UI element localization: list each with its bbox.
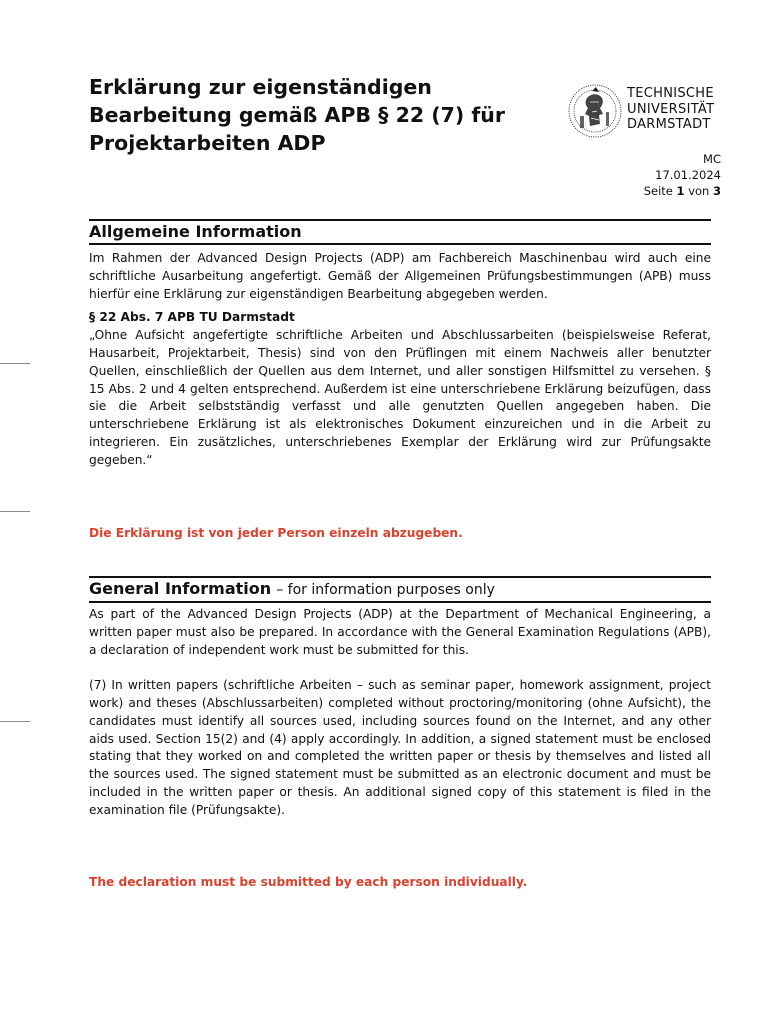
logo-line-2: UNIVERSITÄT <box>627 101 715 117</box>
section-body-en <box>89 606 711 820</box>
page-total: 3 <box>712 184 721 198</box>
section-body-de <box>89 250 711 470</box>
section-heading-de-text: Allgemeine Information <box>89 222 302 241</box>
fold-mark-middle <box>0 511 30 512</box>
fold-mark-bottom <box>0 721 30 722</box>
page-label: Seite <box>643 184 673 198</box>
document-date: 17.01.2024 <box>655 168 721 182</box>
document-title: Erklärung zur eigenständigen Bearbeitung gemäß APB § 22 (7) für Projektarbeiten ADP <box>89 75 505 155</box>
university-logo <box>566 82 728 142</box>
document-meta <box>644 151 721 199</box>
logo-line-3: DARMSTADT <box>627 117 711 132</box>
page-current: 1 <box>676 184 685 198</box>
law-text-en: (7) In written papers (schriftliche Arbeiten – such as seminar paper, homework assignment, project work) and theses (Abschlussarbeiten) completed without proctoring/monitoring (ohne Aufsicht), the candidates must identify all sources used, including sources found on the Internet, and any other aids used. Section 15(2) and (4) apply accordingly. In addition, a signed statement must be enclosed stating that they worked on and completed the written paper or thesis by themselves and listed all the sources used. The signed statement must be submitted as an electronic document and must be included in the written paper or thesis. An additional signed copy of this statement is filed in the examination file (Prüfungsakte). <box>89 678 711 817</box>
university-name <box>627 86 714 133</box>
fold-mark-top <box>0 363 30 364</box>
notice-en: The declaration must be submitted by each person individually. <box>89 875 528 889</box>
section-heading-en-text: General Information <box>89 579 272 598</box>
section-heading-en <box>89 576 711 603</box>
law-heading-de: § 22 Abs. 7 APB TU Darmstadt <box>89 310 295 325</box>
section-heading-de <box>89 219 711 245</box>
athena-seal-icon <box>566 82 624 140</box>
law-text-de: „Ohne Aufsicht angefertigte schriftliche Arbeiten und Abschlussarbeiten (beispielsweise Referat, Hausarbeit, Projektarbeit, Thesis) sind von den Prüflingen mit einem Nachweis aller benutzter Quellen, einschließlich der Quellen aus dem Internet, und aller sonstigen Hilfsmittel zu versehen. § 15 Abs. 2 und 4 gelten entsprechend. Außerdem ist eine unterschriebene Erklärung beizufügen, dass sie die Arbeit selbstständig verfasst und alle genutzten Quellen angegeben haben. Die unterschriebene Erklärung ist als elektronisches Dokument einzureichen und in die Arbeit zu integrieren. Ein zusätzliches, unterschriebenes Exemplar der Erklärung wird zur Prüfungsakte gegeben.“ <box>89 328 711 467</box>
page-sep: von <box>688 184 710 198</box>
page-indicator <box>644 183 721 199</box>
intro-de: Im Rahmen der Advanced Design Projects (ADP) am Fachbereich Maschinenbau wird auch eine schriftliche Ausarbeitung angefertigt. Gemäß der Allgemeinen Prüfungsbestimmungen (APB) muss hierfür eine Erklärung zur eigenständigen Bearbeitung abgegeben werden. <box>89 251 711 301</box>
notice-de: Die Erklärung ist von jeder Person einzeln abzugeben. <box>89 526 463 540</box>
section-heading-en-suffix: – for information purposes only <box>276 582 495 598</box>
intro-en: As part of the Advanced Design Projects (ADP) at the Department of Mechanical Engineering, a written paper must also be prepared. In accordance with the General Examination Regulations (APB), a declaration of independent work must be submitted for this. <box>89 607 711 657</box>
logo-line-1: TECHNISCHE <box>627 86 714 101</box>
author-code: MC <box>703 152 721 166</box>
